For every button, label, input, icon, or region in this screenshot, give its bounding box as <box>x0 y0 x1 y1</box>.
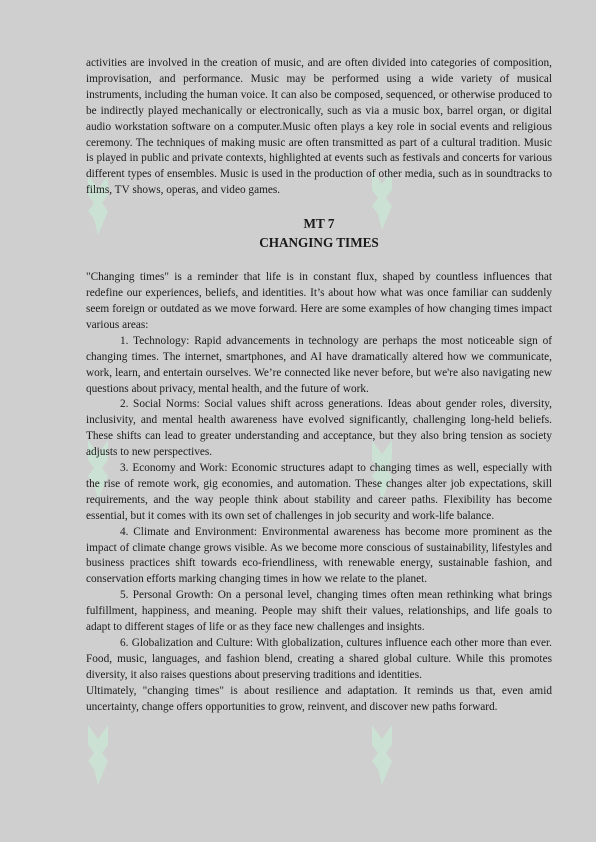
point-social-norms: 2. Social Norms: Social values shift across generations. Ideas about gender roles, diversity, inclusivity, and mental health awareness have evolved significantly, challenging long-held beliefs. These shifts can lead to greater understanding and acceptance, but they also bring tension as society adjusts to new perspectives. <box>86 398 552 459</box>
section-heading <box>86 214 552 252</box>
section-title: CHANGING TIMES <box>259 235 379 251</box>
section-number: MT 7 <box>303 216 335 232</box>
conclusion-paragraph: Ultimately, "changing times" is about resilience and adaptation. It reminds us that, even amid uncertainty, change offers opportunities to grow, reinvent, and discover new paths forward. <box>86 684 552 713</box>
point-economy-work: 3. Economy and Work: Economic structures adapt to changing times as well, especially with the rise of remote work, gig economies, and automation. These changes alter job expectations, skill requirements, and the way people think about stability and career paths. Flexibility has become essential, but it comes with its own set of challenges in job security and work-life balance. <box>86 462 552 522</box>
point-personal-growth: 5. Personal Growth: On a personal level, changing times often mean rethinking what brings fulfillment, happiness, and meaning. People may shift their values, relationships, and life goals to adapt to different stages of life or as they face new challenges and insights. <box>86 589 552 634</box>
watermark-mark-6 <box>368 725 396 785</box>
page-content <box>86 56 552 716</box>
point-globalization-culture: 6. Globalization and Culture: With globalization, cultures influence each other more than ever. Food, music, languages, and fashion blend, creating a shared global culture. While this promotes diversity, it also raises questions about preserving traditions and identities. <box>86 637 552 681</box>
point-climate-environment: 4. Climate and Environment: Environmental awareness has become more prominent as the impact of climate change grows visible. As we become more conscious of sustainability, lifestyles and business practices shift towards eco-friendliness, with renewable energy, sustainable fashion, and conservation efforts marking changing times in how we relate to the planet. <box>86 525 552 586</box>
intro-paragraph: activities are involved in the creation of music, and are often divided into categories of composition, improvisation, and performance. Music may be performed using a wide variety of musical instruments, including the human voice. It can also be composed, sequenced, or otherwise produced to be indirectly played mechanically or electronically, such as via a music box, barrel organ, or digital audio workstation software on a computer.Music often plays a key role in social events and religious ceremony. The techniques of making music are often transmitted as part of a cultural tradition. Music is played in public and private contexts, highlighted at events such as festivals and concerts for various different types of ensembles. Music is used in the production of other media, such as in soundtracks to films, TV shows, operas, and video games. <box>86 57 552 197</box>
point-technology: 1. Technology: Rapid advancements in technology are perhaps the most noticeable sign of changing times. The internet, smartphones, and AI have dramatically altered how we communicate, work, learn, and entertain ourselves. We’re connected like never before, but we're also navigating new questions about privacy, mental health, and the future of work. <box>86 334 552 395</box>
watermark-mark-5 <box>84 725 112 785</box>
opening-paragraph: "Changing times" is a reminder that life is in constant flux, shaped by countless influences that redefine our experiences, beliefs, and identities. It’s about how what was once familiar can suddenly seem foreign or outdated as we move forward. Here are some examples of how changing times impact various areas: <box>86 271 552 331</box>
